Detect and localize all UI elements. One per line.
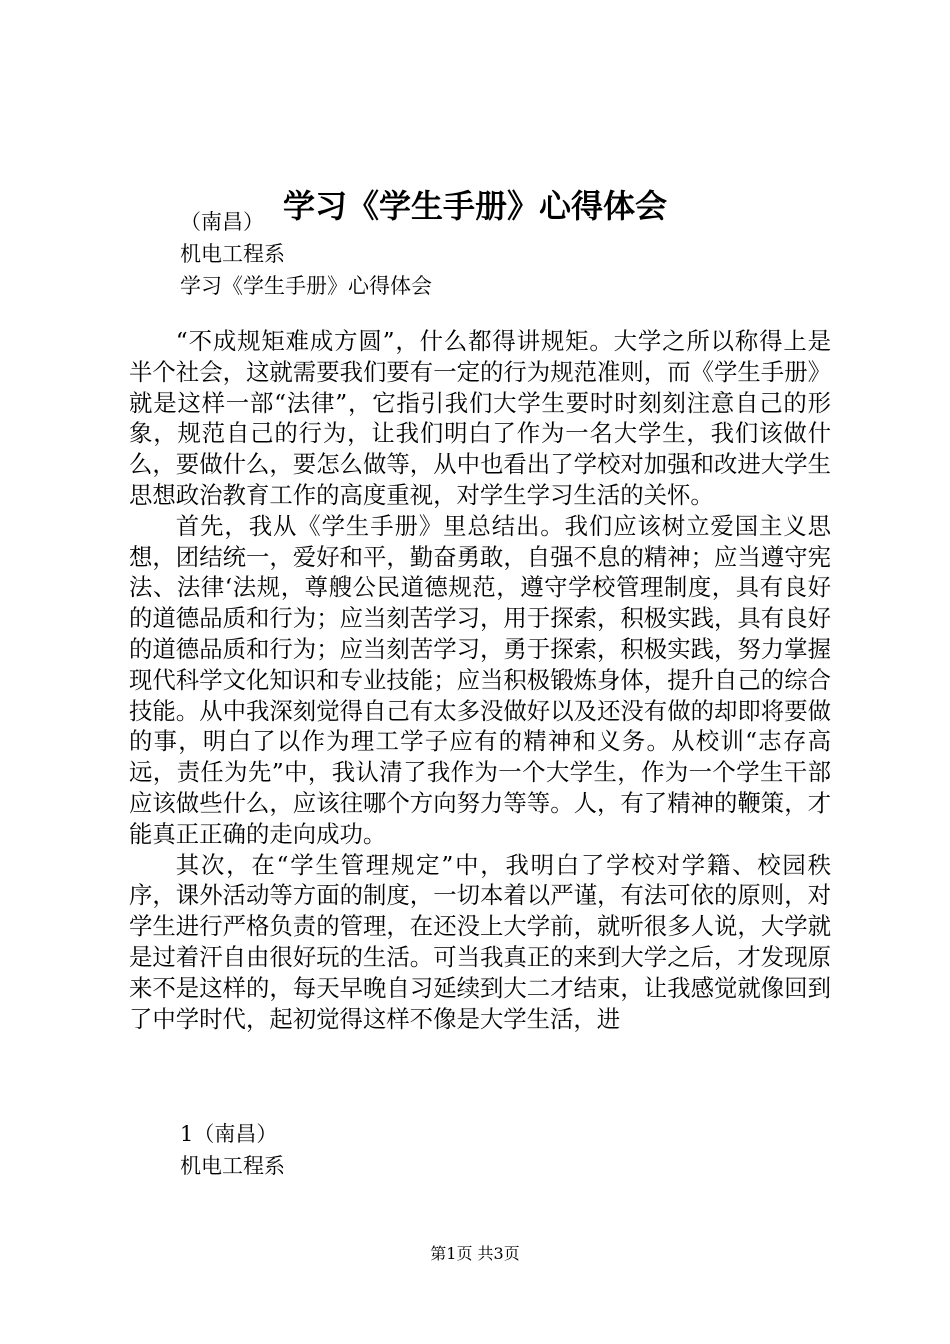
document-body (129, 326, 831, 1034)
document-title: 学习《学生手册》心得体会 (282, 187, 667, 225)
paragraph-1: “不成规矩难成方圆”，什么都得讲规矩。大学之所以称得上是半个社会，这就需要我们要有一定的行为规范准则，而《学生手册》就是这样一部“法律”，它指引我们大学生要时时刻刻注意自己的形象，规范自己的行为，让我们明白了作为一名大学生，我们该做什么，要做什么，要怎么做等，从中也看出了学校对加强和改进大学生思想政治教育工作的高度重视，对学生学习生活的关怀。 (129, 327, 831, 509)
location-line: （南昌） (180, 210, 264, 234)
paragraph-2: 首先，我从《学生手册》里总结出。我们应该树立爱国主义思想，团结统一，爱好和平，勤奋勇敢，自强不息的精神；应当遵守宪法、法律‘法规，尊艘公民道德规范，遵守学校管理制度，具有良好的道德品质和行为；应当刻苦学习，用于探索，积极实践，具有良好的道德品质和行为；应当刻苦学习，勇于探索，积极实践，努力掌握现代科学文化知识和专业技能；应当积极锻炼身体，提升自己的综合技能。从中我深刻觉得自己有太多没做好以及还没有做的却即将要做的事，明白了以作为理工学子应有的精神和义务。从校训“志存高远，责任为先”中，我认清了我作为一个大学生，作为一个学生干部应该做些什么，应该往哪个方向努力等等。人，有了精神的鞭策，才能真正正确的走向成功。 (129, 511, 831, 848)
trailing-department-line: 机电工程系 (180, 1154, 285, 1178)
subtitle-line: 学习《学生手册》心得体会 (180, 274, 432, 298)
department-line: 机电工程系 (180, 242, 285, 266)
trailing-location-line: 1（南昌） (180, 1122, 278, 1146)
paragraph-3: 其次，在“学生管理规定”中，我明白了学校对学籍、校园秩序，课外活动等方面的制度，一切本着以严谨，有法可依的原则，对学生进行严格负责的管理，在还没上大学前，就听很多人说，大学就是过着汗自由很好玩的生活。可当我真正的来到大学之后，才发现原来不是这样的，每天早晚自习延续到大二才结束，让我感觉就像回到了中学时代，起初觉得这样不像是大学生活，进 (129, 850, 831, 1033)
page-number-footer: 第1页 共3页 (430, 1244, 520, 1263)
